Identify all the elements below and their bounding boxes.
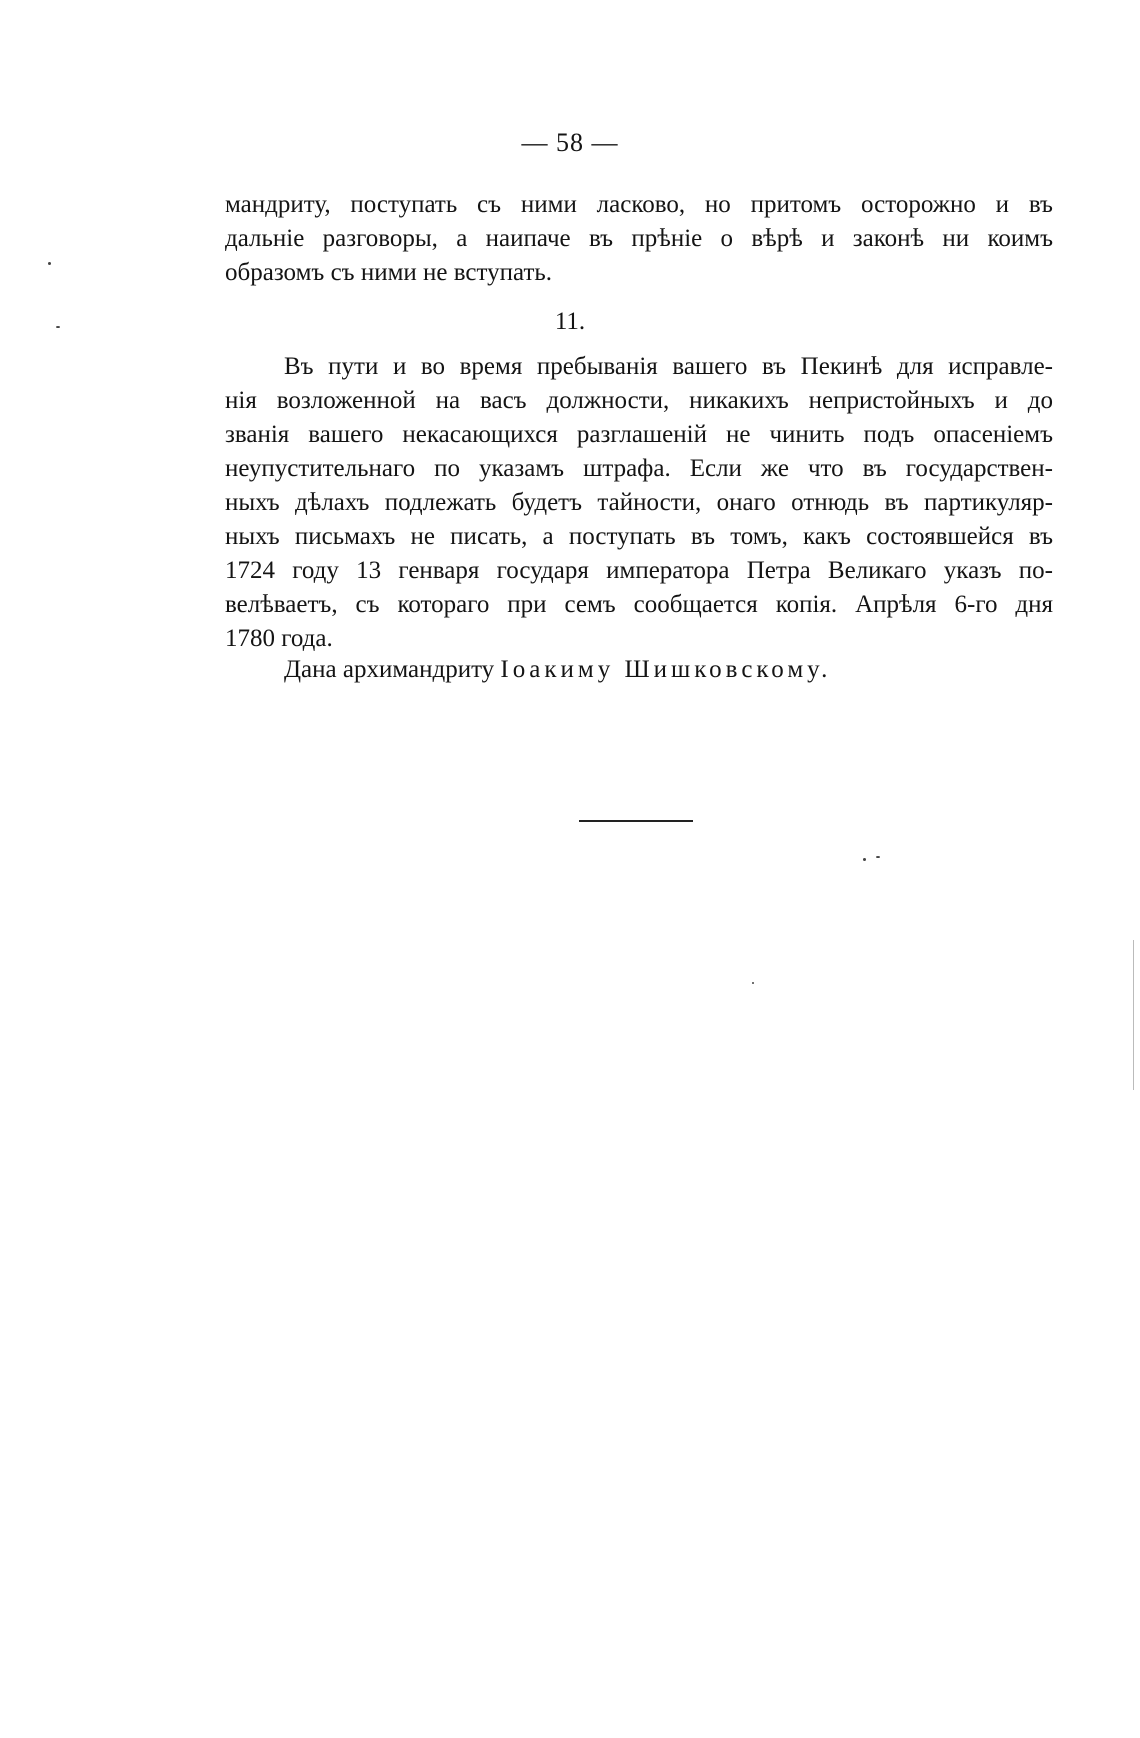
scan-edge-mark: [1133, 940, 1134, 1090]
section-heading: 11.: [554, 308, 586, 335]
text-line: ныхъ письмахъ не писать, а поступать въ томъ, какъ состоявшейся въ: [225, 523, 1053, 550]
text-line: неупустительнаго по указамъ штрафа. Если же что въ государствен-: [225, 455, 1053, 482]
text-line: 1724 году 13 генваря государя императора Петра Великаго указъ по-: [225, 557, 1053, 584]
closing-name: Іоакиму Шишковскому.: [500, 656, 832, 683]
text-line: Въ пути и во время пребыванія вашего въ Пекинѣ для исправле-: [284, 353, 1053, 380]
end-rule: [579, 820, 693, 822]
scan-speck: [876, 856, 880, 858]
scan-speck: [48, 262, 51, 265]
text-line: 1780 года.: [225, 625, 333, 652]
scan-speck: [863, 858, 866, 861]
text-line: званія вашего некасающихся разглашеній не чинить подъ опасеніемъ: [225, 421, 1053, 448]
scan-speck: [56, 326, 60, 328]
closing-prefix: Дана архимандриту: [284, 656, 501, 683]
scan-speck: [752, 982, 754, 984]
text-line: образомъ съ ними не вступать.: [225, 259, 553, 286]
text-line: ныхъ дѣлахъ подлежать будетъ тайности, онаго отнюдь въ партикуляр-: [225, 489, 1053, 516]
text-line: дальніе разговоры, а наипаче въ прѣніе о вѣрѣ и законѣ ни коимъ: [225, 225, 1053, 252]
text-line: мандриту, поступать съ ними ласково, но притомъ осторожно и въ: [225, 191, 1053, 218]
closing-line: [284, 656, 831, 684]
text-line: нія возложенной на васъ должности, никакихъ непристойныхъ и до: [225, 387, 1053, 414]
text-line: велѣваетъ, съ котораго при семъ сообщается копія. Апрѣля 6-го дня: [225, 591, 1053, 618]
page-number: — 58 —: [521, 128, 619, 157]
